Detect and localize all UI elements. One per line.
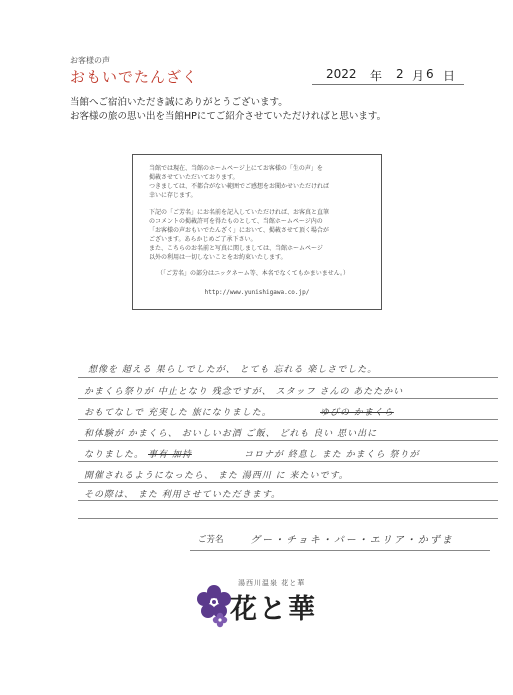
notice-line: ございます。あらかじめご了承下さい。 [149, 236, 257, 243]
notice-line: また、こちらのお名前と写真に関しましては、当館ホームページ [149, 245, 323, 252]
notice-line: 掲載させていただいております。 [149, 174, 239, 181]
ruled-line [78, 440, 498, 441]
subtitle: お客様の声 [70, 56, 110, 65]
intro-line-1: 当館へご宿泊いただき誠にありがとうございます。 [70, 97, 288, 108]
date-year: 2022 [326, 67, 357, 81]
notice-footnote: （「ご芳名」の部分はニックネーム等、本名でなくてもかまいません。） [157, 270, 350, 277]
ruled-line [78, 482, 498, 483]
notice-line: 以外の利用は一切しないことをお約束いたします。 [149, 254, 287, 261]
small-flower-icon [212, 612, 228, 628]
date-month-unit: 月 [412, 69, 425, 83]
logo-name: 花と華 [230, 594, 317, 625]
signature-label: ご芳名 [198, 535, 224, 545]
comment-line-3: おもてなしで 充実した 旅になりました。 [84, 408, 272, 418]
ruled-line [78, 461, 498, 462]
signature-underline [190, 550, 490, 551]
comment-line-4: 和体験が かまくら、 おいしいお酒 ご飯、 どれも 良い 思い出に [84, 429, 378, 439]
page-title: おもいでたんざく [70, 68, 199, 86]
comment-line-7: その際は、 また 利用させていただきます。 [84, 490, 282, 500]
comment-strikethrough: ゆびの かまくら [320, 408, 394, 418]
notice-box [132, 154, 382, 310]
ruled-line [78, 500, 498, 501]
comment-strikethrough: 事有 加持 [148, 450, 192, 460]
ruled-line [78, 377, 498, 378]
comment-line-2: かまくら祭りが 中止となり 残念ですが、 スタッフ さんの あたたかい [84, 387, 404, 397]
website-url[interactable]: http://www.yunishigawa.co.jp/ [204, 289, 310, 296]
date-day-unit: 日 [443, 69, 456, 83]
date-day: 6 [426, 67, 434, 81]
date-underline [312, 84, 464, 85]
signature-name: グー・チョキ・パー・エリア・かずま [250, 535, 454, 546]
logo-tagline: 湯西川温泉 花と華 [238, 579, 306, 587]
date-month: 2 [396, 67, 404, 81]
ruled-line [78, 518, 498, 519]
ruled-line [78, 398, 498, 399]
comment-line-6: 開催されるようになったら、 また 湯西川 に 来たいです。 [84, 471, 349, 481]
notice-line: 当館では現在、当館のホームページ上にてお客様の「生の声」を [149, 165, 323, 172]
comment-line-5a: なりました。 [84, 450, 145, 460]
notice-line: 幸いに存じます。 [149, 192, 197, 199]
notice-line: のコメントの掲載許可を得たものとして、当館ホームページ内の [149, 218, 323, 225]
comment-line-1: 想像を 超える 果らしでしたが、 とても 忘れる 楽しさでした。 [88, 365, 378, 375]
intro-line-2: お客様の旅の思い出を当館HPにてご紹介させていただければと思います。 [70, 111, 387, 122]
comment-line-5b: コロナが 終息し また かまくら 祭りが [244, 450, 420, 460]
date-year-unit: 年 [370, 69, 383, 83]
ruled-line [78, 419, 498, 420]
notice-line: 下記の「ご芳名」にお名前を記入していただければ、お客真と直筆 [149, 209, 330, 216]
notice-line: つきましては、不都合がない範囲でご感想をお聞かせいただければ [149, 183, 330, 190]
notice-line: 「お客様の声おもいでたんざく」において、掲載させて頂く場合が [149, 227, 329, 234]
